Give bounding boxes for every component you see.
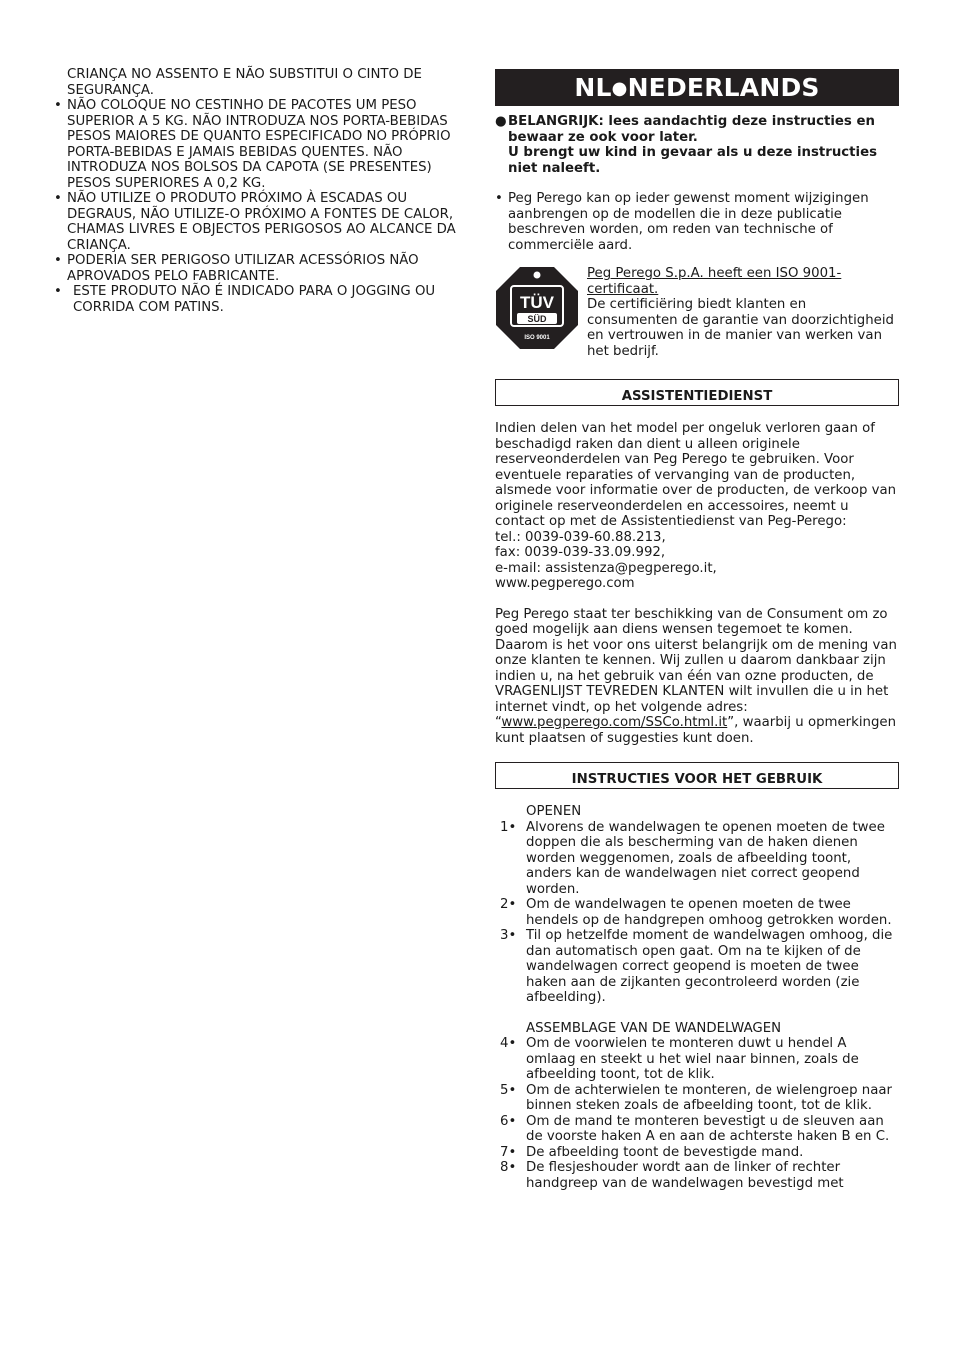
language-title: NL●NEDERLANDS: [495, 69, 899, 106]
instruction-step: 4• Om de voorwielen te monteren duwt u hendel A omlaag en steekt u het wiel naar binnen, zoals de afbeelding toont, tot de klik.: [500, 1036, 859, 1082]
bullet-icon: ●: [495, 114, 507, 129]
warning-bullet: • NÃO UTILIZE O PRODUTO PRÓXIMO À ESCADAS OU DEGRAUS, NÃO UTILIZE-O PRÓXIMO A FONTES DE CALOR, CHAMAS LIVRES E OBJECTOS PERIGOSOS AO ALCANCE DA CRIANÇA.: [54, 191, 456, 253]
title-separator: ●: [611, 78, 628, 99]
warning-bullet: • PODERIA SER PERIGOSO UTILIZAR ACESSÓRIOS NÃO APROVADOS PELO FABRICANTE.: [54, 253, 419, 284]
section-open-heading: OPENEN: [526, 804, 582, 819]
warning-bullet: • ESTE PRODUTO NÃO É INDICADO PARA O JOGGING OU CORRIDA COM PATINS.: [54, 284, 436, 315]
instruction-step: 8• De flesjeshouder wordt aan de linker of rechter handgreep van de wandelwagen bevestigd met: [500, 1160, 844, 1191]
website-link: www.pegperego.com: [495, 576, 635, 591]
instructions-header: INSTRUCTIES VOOR HET GEBRUIK: [495, 762, 899, 789]
bullet-icon: •: [495, 191, 503, 206]
bullet-icon: •: [54, 98, 62, 113]
fax-number: fax: 0039-039-33.09.992,: [495, 545, 666, 560]
survey-paragraph: Peg Perego staat ter beschikking van de Consument om zo goed mogelijk aan diens wensen tegemoet te komen. Daarom is het voor ons uiterst belangrijk om de mening van onze klanten te kennen. Wij zullen u daarom dankbaar zijn indien u, na het gebruik van één van ozne producten, de VRAGENLIJST TEVREDEN KLANTEN wilt invullen die u in het internet vindt, op het volgende adres: “www.pegperego.com/SSCo.html.it”, waarbij u opmerkingen kunt plaatsen of suggesties kunt doen.: [495, 606, 897, 746]
instruction-step: 5• Om de achterwielen te monteren, de wielengroep naar binnen steken zoals de afbeelding toont, tot de klik.: [500, 1082, 892, 1113]
svg-text:ISO 9001: ISO 9001: [524, 335, 550, 341]
service-header: ASSISTENTIEDIENST: [495, 379, 899, 406]
instruction-step: 7• De afbeelding toont de bevestigde mand.: [500, 1144, 804, 1160]
left-column: [54, 67, 466, 315]
certification-title: Peg Perego S.p.A. heeft een ISO 9001-certificaat.: [587, 266, 842, 297]
instruction-step: 2• Om de wandelwagen te openen moeten de twee hendels op de handgrepen omhoog getrokken worden.: [500, 897, 892, 928]
svg-text:SÜD: SÜD: [527, 314, 547, 324]
bullet-icon: •: [54, 191, 62, 206]
phone-number: tel.: 0039-039-60.88.213,: [495, 529, 666, 545]
right-column: [495, 69, 899, 1191]
certification-block: [495, 266, 899, 366]
instruction-step: 1• Alvorens de wandelwagen te openen moeten de twee doppen die als bescherming van de haken dienen worden weggenomen, zoals de afbeelding toont, anders kan de wandelwagen niet correct geopend worden.: [500, 819, 885, 897]
tuv-sud-logo-icon: [495, 266, 579, 350]
certification-text: Peg Perego S.p.A. heeft een ISO 9001-certificaat. De certificiëring biedt klanten en consumenten de garantie van doorzichtigheid en vertrouwen in de manier van werken van het bedrijf.: [587, 266, 899, 359]
email-address: e-mail: assistenza@pegperego.it,: [495, 560, 717, 576]
section-assembly-heading: ASSEMBLAGE VAN DE WANDELWAGEN: [526, 1020, 782, 1036]
intro-bullet: • Peg Perego kan op ieder gewenst moment wijzigingen aanbrengen op de modellen die in deze publicatie beschreven worden, om reden van technische of commerciële aard.: [495, 191, 869, 253]
svg-text:TÜV: TÜV: [520, 293, 554, 312]
instruction-step: 6• Om de mand te monteren bevestigt u de sleuven aan de voorste haken A en aan de achterste haken B en C.: [500, 1113, 890, 1144]
service-section: Indien delen van het model per ongeluk verloren gaan of beschadigd raken dan dient u alleen originele reserveonderdelen van Peg Perego te gebruiken. Voor eventuele reparaties of vervanging van de producten, alsmede voor informatie over de producten, de verkoop van originele reserveonderdelen en accessoires, neemt u contact op met de Assistentiedienst van Peg-Perego: tel.: 0039-039-60.88.213, fax: 0039-039-33.09.992, e-mail: assistenza@pegperego.it, www.pegperego.com: [495, 421, 899, 592]
instruction-step: 3• Til op hetzelfde moment de wandelwagen omhoog, die dan automatisch open gaat. Om na te kijken of de wandelwagen correct geopend is moeten de twee haken aan de zijkanten gecontroleerd worden (zie afbeelding).: [500, 928, 893, 1005]
survey-link[interactable]: www.pegperego.com/SSCo.html.it: [501, 715, 728, 730]
warning-bullet: • NÃO COLOQUE NO CESTINHO DE PACOTES UM PESO SUPERIOR A 5 KG. NÃO INTRODUZA NOS PORTA-BEBIDAS PESOS MAIORES DE QUANTO ESPECIFICADO NO PRÓPRIO PORTA-BEBIDAS E JAMAIS BEBIDAS QUENTES. NÃO INTRODUZA NOS BOLSOS DA CAPOTA (SE PRESENTES) PESOS SUPERIORES A 0,2 KG.: [54, 98, 451, 191]
important-notice: ● BELANGRIJK: lees aandachtig deze instructies en bewaar ze ook voor later. U brengt uw kind in gevaar als u deze instructies niet naleeft.: [495, 114, 878, 176]
continuation-text: CRIANÇA NO ASSENTO E NÃO SUBSTITUI O CINTO DE SEGURANÇA.: [67, 67, 422, 98]
bullet-icon: •: [54, 284, 62, 299]
bullet-icon: •: [54, 253, 62, 268]
